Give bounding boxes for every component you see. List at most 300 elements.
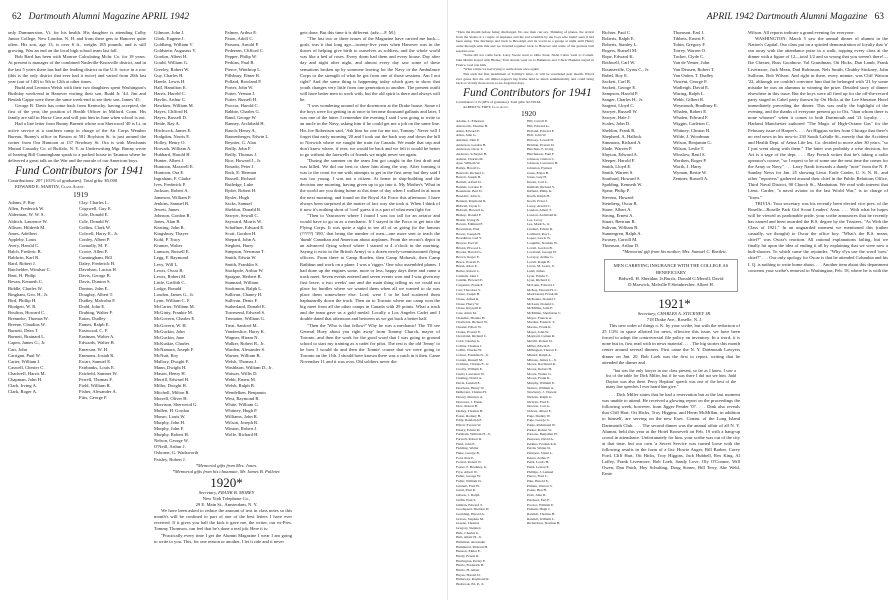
name-entry: Brooks, Harold G. bbox=[456, 250, 482, 255]
name-entry: Sawyer, Sewall C. bbox=[225, 212, 259, 218]
name-entry: Eames, Ralph E. bbox=[79, 322, 110, 328]
left-column-1 bbox=[8, 30, 146, 596]
name-entry: Carr, Theodore S. bbox=[456, 287, 481, 292]
name-entry: Goulding, Harold A. bbox=[456, 511, 485, 516]
name-entry: Vincent, George F. bbox=[673, 78, 708, 84]
name-entry: Hutchinson, Paul F. bbox=[527, 152, 555, 157]
name-entry: Allen, John G. bbox=[456, 133, 477, 138]
name-entry: Chase, Reynold P. bbox=[456, 306, 482, 311]
name-entry: Caswell, Chester C. bbox=[8, 364, 45, 370]
name-entry: Chester, Elliott W. bbox=[456, 324, 482, 329]
name-entry: Sullivan, Chaney H. bbox=[225, 292, 263, 298]
name-entry: Moore, Frank R. bbox=[527, 376, 551, 381]
name-entry: Dow, Robert B. bbox=[456, 404, 478, 409]
name-entry: Hatheway, Raymond R. bbox=[456, 577, 490, 582]
name-entry: Siegbert, Harry bbox=[225, 243, 254, 249]
paragraph: "Then the month before being discharged. No one man can say. Thinking of planes, the arrival from the States of a couple of airplanes and the sad scramble by the boys who hadn't seen it had been using. The discharge and back to Brooklyn and its world as a garage at night until Henry came through with this and we traveled together back to Hanover and some of the greatest bull sessions ever. bbox=[456, 30, 594, 53]
name-entry: Drabing, Walter F. bbox=[79, 309, 113, 315]
name-entry: White, William G. bbox=[225, 401, 259, 407]
right-running-head bbox=[707, 12, 884, 22]
name-entry: Tobin, Gregory F. bbox=[673, 42, 706, 48]
name-entry: Nichols, Ralph G. bbox=[527, 395, 553, 400]
name-entry: Worth, J. Harry bbox=[673, 164, 702, 170]
name-entry: Clarke, Everett E. bbox=[456, 329, 482, 334]
name-entry: Bennett, Raymond R. bbox=[456, 198, 487, 203]
paragraph: "Some did not come back. Larry Swole went to Ohio State, Nicki Carter went to Cornell. Jake Martin stayed with Bisbee; Tom Aurant went on to Baltimore and 'Chick' Hopkins stayed in France. God rest him. bbox=[456, 53, 594, 67]
name-entry: Lee, Mark S., Jr. bbox=[527, 222, 551, 227]
name-entry: Mayer, Francis A. bbox=[527, 315, 553, 320]
name-entry: Clark, Irving A. bbox=[8, 383, 38, 389]
name-entry: Lindner, Edwin R. bbox=[527, 226, 553, 231]
paragraph: gets done. But this time it is different. (adv.—F. M.) bbox=[300, 30, 396, 35]
paragraph: TRIVIA: Your secretary was his recently been elected vice pres. of the Roselle—Roselle Park Girl Scout Leaders' Assn. . . . With what he hopes will be viewed as pardonable pride, your scribe announces that he recently has earned and been awarded the B.S. degree by the Trustees, "As With the Class of 1921." In an unguarded moment we mentioned this (rather casually, we thought) to Oscar the office boy. "What's the B.S. mean, chief?" was Oscar's reaction. All rational explanations failing, but we finally hit upon the idea of ending it all by explaining that we were now a bull-shooter. To which came the rejoinder, "Why d'ya use the word 'now,' chief?" . . . Our only apology for Oscar is that he attended Columbia and his I. Q. is nothing to write home about. . . . Another item about this department concerns your scribe's removal to Washington, Feb. 18, where he is with the bbox=[748, 200, 888, 273]
name-entry: Whalen, Robert E. bbox=[673, 109, 708, 115]
name-entry: Bidwell, Clyde C. bbox=[456, 203, 482, 208]
name-entry: Moore, Raymond R. bbox=[527, 362, 556, 367]
name-entry: Millington, Theron E. bbox=[527, 348, 558, 353]
name-entry: Lovell, Ralph B. bbox=[527, 259, 551, 264]
name-entry: Lucas, M. Grant, Jr. bbox=[527, 264, 555, 269]
name-entry: McKuskie, Charles bbox=[154, 340, 190, 346]
name-entry: Haerle, Lewis H. bbox=[154, 78, 186, 84]
paragraph: This new order of things o. K. by your scribe, but with the reduction of 25 1/2% in space allotted for news, effective this issue, we have been forced to adopt the controversial file policy on inventory. In a word, it is none but in, first read with in news material. . . . The big stories this month center around several dinners. First came the N. Y. Dartmouth Lawyers dinner on Jan. 20. Bob Loeb was the first to report, writing that he attended the dinner and bbox=[602, 323, 740, 365]
name-entry: Kingsbury, Thayer bbox=[154, 231, 189, 237]
name-entry: Bowen, Edmund F. bbox=[456, 222, 483, 227]
name-entry: Dodd, John E. bbox=[79, 303, 106, 309]
name-entry: Keating, John R. bbox=[154, 225, 185, 230]
name-entry: Roberts, Stanley L. bbox=[602, 42, 638, 48]
name-entry: Goldstein, Augustus V. bbox=[154, 48, 197, 54]
name-entry: Conley, Albert P. bbox=[79, 236, 111, 242]
name-entry: Breene, Claudius W. bbox=[8, 322, 46, 328]
name-entry: McMillan, Sherburne C. bbox=[527, 310, 562, 315]
name-entry: Winton, Robert J. bbox=[225, 426, 258, 432]
name-entry: Weymouth, Bradbury E. bbox=[673, 103, 718, 109]
name-entry: Sawyer, Russell W. bbox=[602, 109, 638, 115]
name-entry: Collins, Thomas J. bbox=[456, 343, 483, 348]
name-entry: Brenneke, Thomas W. bbox=[8, 316, 49, 322]
name-entry: Fitts, George F. bbox=[79, 395, 108, 401]
paragraph: Wilson. All reports indicate a grand evening for everyone. bbox=[748, 30, 855, 35]
name-entry: Simpson, Newman T. bbox=[225, 249, 265, 255]
class-year-title: 1920* bbox=[210, 474, 243, 490]
name-entry: Eaton, Dudley bbox=[79, 316, 106, 322]
name-entry: Crosby, William E. bbox=[456, 367, 483, 372]
name-entry: Doughty, Albert T. bbox=[79, 291, 114, 297]
name-entry: Sampson, Harold P. bbox=[602, 90, 639, 96]
name-entry: Van de Venter, John bbox=[673, 60, 710, 66]
name-entry: Fielding, Walter bbox=[456, 446, 479, 451]
name-entry: Bidwell, Howard G. bbox=[456, 208, 485, 213]
name-entry: Lawton, Archibald R. bbox=[527, 212, 558, 217]
name-entry: Fisher, Alexander A. bbox=[79, 389, 117, 395]
name-entry: Koelb, Ernst J. bbox=[527, 198, 548, 203]
name-entry: Hoboey, Lowell H. bbox=[527, 138, 554, 143]
name-entry: Gibson, J. Ralph bbox=[456, 493, 480, 498]
name-entry: Sargent, Lloyd C. bbox=[602, 103, 635, 109]
name-entry: Bruce, Everett E. bbox=[456, 259, 481, 264]
name-entry: Beaumont, Bert D. bbox=[456, 189, 483, 194]
name-entry: Dudley, Malcolm F. bbox=[79, 297, 116, 303]
name-entry: Gilman, Edward T. bbox=[456, 502, 483, 507]
name-entry: McGovern, Charles E. bbox=[154, 316, 196, 322]
names-subcolumn-b bbox=[527, 119, 594, 586]
name-entry: Southard, Howard S. bbox=[602, 176, 641, 182]
class-secretary: Secretary, CHARLES A. STICKNEY JR. bbox=[637, 310, 712, 316]
name-entry: Strong, Ernest A. bbox=[602, 212, 634, 218]
name-entry: McGinty, Frankie M. bbox=[154, 310, 193, 316]
paragraph: "What a time we had trying to settle down once again! bbox=[463, 67, 540, 72]
name-entry: Crathern, Charles F., Jr. bbox=[456, 362, 490, 367]
fund-contributors-text: Contributions: 207 (101% of graduates). Total gifts: $5,000. bbox=[8, 178, 119, 184]
name-entry: Elliott, Everett W. bbox=[456, 423, 482, 428]
name-entry: Winslow, Basil S. bbox=[673, 151, 706, 157]
name-entry: Parker, Robert W. bbox=[527, 427, 552, 432]
name-entry: Russell, Richard bbox=[225, 176, 256, 182]
name-entry: Carter, William J. bbox=[8, 358, 41, 364]
memorial-note: *Memorial gifts from Mrs. Jones. bbox=[195, 462, 258, 468]
name-entry: Emery, Edwin D. bbox=[456, 427, 481, 432]
name-entry: Perkins, Frederick K. bbox=[527, 441, 557, 446]
insurance-box-title: MEN CARRYING INSURANCE WITH THE COLLEGE AS BENEFICIARY bbox=[613, 263, 729, 275]
name-entry: Palmer, Arthur E. bbox=[225, 30, 258, 35]
name-entry: Bird, Phillip H. bbox=[8, 297, 37, 303]
names-subcolumn-a bbox=[602, 30, 669, 249]
paragraph: George B. Davis has come back from Kentucky, having accepted, the first of the year, the position of Health Officer in Milford, Conn. His family are still in Horse Cave and will join him in June when school is out. bbox=[8, 103, 146, 121]
name-entry: Batchelder, Windsor C. bbox=[8, 267, 51, 273]
name-entry: Cunningham, Bill bbox=[79, 255, 112, 261]
name-entry: Dearborn, Henry W. bbox=[456, 385, 485, 390]
name-entry: Morrison, Sherwood G. bbox=[154, 401, 198, 407]
name-entry: Field, William R. bbox=[79, 383, 111, 389]
insurance-box bbox=[604, 259, 738, 291]
fund-contributors-heading: Fund Contributors for 1941 bbox=[463, 87, 592, 100]
name-entry: Fiske, George B. bbox=[456, 451, 480, 456]
name-entry: Osborne, G. Wadsworth bbox=[154, 450, 199, 456]
name-entry: Scott, Gordon H. bbox=[225, 231, 257, 237]
name-entry: Horvath, William A. bbox=[154, 145, 192, 151]
name-entry: Cole, Donald W. bbox=[79, 218, 110, 224]
name-entry: Jewett, James bbox=[154, 206, 180, 212]
name-entry: Wyman, Bertie W. bbox=[673, 170, 707, 176]
name-entry: Lyon, Richard C. bbox=[527, 278, 552, 283]
quoted-paragraph: "but was the only lawyer in our class present, so far as I know. I saw a list of the table for Dick Miller, but if he was there I did not see him. Judd Dayton was also there. Percy Hopkins' speech was one of the best of the many fine speeches I ever heard him give." bbox=[606, 367, 736, 390]
name-entry: Potter, Ben H. bbox=[527, 488, 547, 493]
name-entry: Pitman, Warren S. bbox=[527, 483, 553, 488]
name-entry: Kohl, P. Tracy bbox=[154, 237, 181, 243]
name-entry: Merrill, Robert D. bbox=[527, 338, 553, 343]
name-entry: Lewis, Oscar B. bbox=[154, 267, 184, 273]
name-entry: Greene, Thomas bbox=[456, 521, 480, 526]
name-entry: Harris, Harold C. bbox=[154, 90, 186, 96]
name-entry: Aldrich, Laurence W. bbox=[8, 218, 48, 224]
name-entry: McNutt, Roy bbox=[154, 352, 179, 358]
name-entry: O'Neill, Arthur J. bbox=[154, 444, 186, 450]
paragraph: "During the summer on the team Jim got caught in the first draft and was killed. We did our best to cheer him along the way. After forming it was to the coast for me with attempts to get in the first army but they said I was too young. I was not a citizen. At home in ship-building and the decision one morning, having given up to go into it. My Mother's 'What in the world are you doing home at this time of day when I walked in at noon the next morning, and found on the Royal Air Force this afternoon. I have always been surprised at the matter of fact way she took it. When I think of it now it's nothing short of 'cool' guess it is a part of what men fight for. bbox=[300, 157, 440, 212]
name-entry: Burnett, Dean T. bbox=[8, 328, 39, 334]
name-entry: Anderson, Oscar T. bbox=[456, 147, 484, 152]
name-entry: Paige, Richmond W. bbox=[527, 423, 556, 428]
name-entry: Keeler, Carl C. bbox=[527, 180, 549, 185]
name-entry: Burnett, Brainard L. bbox=[8, 334, 46, 340]
name-entry: Randall, Thomas H. bbox=[527, 511, 556, 516]
name-entry: Peterson, Stuart L. bbox=[527, 451, 554, 456]
name-entry: Pettit, Lewis H. bbox=[527, 460, 549, 465]
name-entry: Richter, Paul C. bbox=[602, 30, 632, 35]
paragraph: "Then the 'Who is that fellow?' Why he was a mechanic! The 'I'll see General Hoey about you right away' from Tommy Church, mayor of Toronto, and then the work for the good word that I was going to ground school to start my training as a cadet for pilot. The rest is the old 'Jenny' to be how I would do and then the 'Jonnie' course that we were going to Toronto on the 11th. I should have known there was a catch in it then. Came November 11 and it was over. Old soldiers never die. bbox=[300, 322, 440, 365]
insurance-names bbox=[609, 276, 733, 288]
name-entry: Butler, Robert C. bbox=[456, 268, 480, 273]
name-entry: Jackson, Robert A. bbox=[154, 188, 189, 194]
name-entry: Tibbets, Ernest F. bbox=[673, 36, 706, 42]
right-page bbox=[448, 0, 896, 600]
name-entry: Torrey, Warren O. bbox=[673, 48, 707, 54]
left-running-head bbox=[12, 12, 189, 22]
name-entry: Cogswell, Guy E. bbox=[79, 206, 112, 212]
name-entry: Wilson, Joseph B. bbox=[225, 420, 259, 425]
name-entry: Roberts, Ralph E. bbox=[602, 36, 635, 42]
name-entry: Van Deusen, Robert T. bbox=[673, 66, 715, 72]
name-entry: Carter, Joseph B. bbox=[456, 292, 480, 297]
name-entry: Ferrell, Thomas F. bbox=[79, 376, 113, 382]
name-entry: Ford, Pete E. bbox=[456, 455, 475, 460]
name-entry: Fairfield, Sumner W. bbox=[79, 370, 118, 376]
name-entry: Shepherd, A. Hallock bbox=[602, 133, 642, 139]
class-secretary: Secretary, FRANK B. MOREY bbox=[198, 489, 255, 495]
name-entry: Newberry, J. Vincent bbox=[527, 390, 557, 395]
name-entry: West, Raymond R. bbox=[225, 395, 260, 401]
name-entry: Ayer, William W. bbox=[456, 161, 481, 166]
name-entry: Rope, Edward K. bbox=[602, 54, 634, 60]
name-entry: Holley, Henry O. bbox=[154, 139, 186, 145]
name-entry: Sayward, Morris W. bbox=[225, 218, 263, 224]
name-entry: Parsons, Arnold P. bbox=[225, 42, 259, 48]
name-entry: Levy, Will L. bbox=[154, 261, 179, 267]
name-entry: Worthen, Roger P. bbox=[673, 157, 707, 163]
name-entry: Paton, Adolf C. bbox=[225, 36, 254, 42]
left-running-title: Dartmouth Alumni Magazine APRIL 1942 bbox=[28, 12, 190, 22]
name-entry: Ryder, Robert H. bbox=[225, 188, 257, 194]
class-agent: ALBERT W. FREY, Class Agent. bbox=[463, 104, 509, 109]
name-entry: Rutledge, Luke bbox=[225, 182, 254, 188]
name-entry: Webb, Ernest M. bbox=[225, 377, 257, 383]
fund-contributors-heading: Fund Contributors for 1941 bbox=[15, 165, 144, 178]
name-entry: Hill, Edward G. bbox=[527, 124, 550, 129]
name-entry: Hitchcock, James E. bbox=[154, 127, 192, 133]
name-entry: Field, John E. bbox=[456, 441, 476, 446]
name-entry: Frye, Albert W. bbox=[456, 469, 478, 474]
name-entry: Stevens, Howard bbox=[602, 194, 634, 200]
name-entry: Hunter, Albert J. bbox=[154, 157, 185, 163]
name-entry: Shepard, John A. bbox=[225, 237, 257, 243]
name-entry: Canham, John J. bbox=[456, 273, 480, 278]
name-entry: Bower, Joseph H. bbox=[456, 231, 481, 236]
name-entry: Hodgdon, Norris E. bbox=[154, 133, 191, 139]
name-entry: Jenkins, Samuel B. bbox=[154, 200, 190, 206]
name-entry: Slayton, Edward A. bbox=[602, 151, 638, 157]
name-entry: Connolly, M. F. bbox=[79, 242, 108, 248]
name-entry: Loughlin, Norman W. bbox=[527, 240, 558, 245]
name-entry: Rounseville, Cyrus C., Jr. bbox=[602, 66, 650, 72]
name-entry: Treat, Sanford M. bbox=[225, 322, 258, 328]
name-entry: Little, Griffith C. bbox=[154, 279, 186, 285]
name-entry: Whitney, Hugh P. bbox=[225, 407, 258, 413]
paragraph: "Practically every time I get the Alumni Magazine I wear I am going to write to you. This, for one reason or another, I let it ride and it never bbox=[154, 532, 292, 544]
name-entry: Moore, Robert H. bbox=[527, 367, 552, 372]
name-entry: McMillan, John E. bbox=[527, 306, 554, 311]
name-entry: Hutchins, F. Irving bbox=[527, 147, 554, 152]
name-entry: Phillips, J. Lemuel bbox=[527, 469, 554, 474]
paragraph: "Then to Vancouver where I found I was too tall for an aviator and would have to go in as a mechanic. If I stayed in the Force to get into the Flying Corps. It was quite a sight to see all of us going (to the famous (?????) '390,' that being the number of men—one more sent to teach the 'dumb' Canadian and American about airplanes. From the recruit's depot in an advanced flying school where I started at 4 o'clock in the morning. Saying it exist in the British Army) to a dozen newly-commissioned flying officers. From there to Camp Borden, then Camp Mohawk, then Camp Rathbun and work on a plane. I was a 'rigger.' One who assembled planes. I had done up the engines some, more or less, happy days there and came a track meet. Seven events entered and seven events won and I was given my first leave, a two weeks' one and the main thing telling us we could not place for hurdles where we wanted them when all we wanted to do was place them somewhere else. Lord, were I to be had scattered them haphazardly down the track. Then on to Toronto where our camp won the big meet from all the other camps in Canada with 29 points. What a track and the team gave us a gold medal. Locally a Los Angeles Cadet and I double dated that afternoon and between us we got back a better half. bbox=[300, 212, 440, 322]
name-entry: Sanger, Charles H., Jr. bbox=[602, 97, 644, 103]
name-entry: Goldberg, William V. bbox=[154, 42, 194, 48]
name-entry: Smith, Franklin S. bbox=[225, 261, 259, 267]
name-entry: Hanson, Elmer E. bbox=[456, 549, 481, 554]
name-entry: Jones, Guy H. bbox=[527, 175, 547, 180]
name-entry: Paisley, Robert J. bbox=[154, 456, 186, 462]
name-entry: Rubel, Roy E. bbox=[602, 72, 629, 78]
name-entry: Merrill, Edward H. bbox=[154, 377, 190, 383]
name-entry: Bailey, Harold G. bbox=[456, 166, 481, 171]
name-entry: Pearsons, David A. bbox=[527, 437, 554, 442]
left-page-number: 62 bbox=[12, 12, 22, 22]
name-entry: Miller, Dwight H. bbox=[154, 383, 187, 389]
name-entry: Steinbrecher, Albert H. bbox=[671, 281, 714, 287]
name-entry: Perkins, Paul B. bbox=[225, 60, 255, 66]
name-entry: Reilly, John F. bbox=[225, 145, 252, 151]
name-entry: Jameson, William P. bbox=[154, 194, 192, 200]
name-entry: Carpenter, Frank E. bbox=[456, 282, 484, 287]
name-entry: Welsh, Thomas J. bbox=[225, 359, 258, 365]
name-entry: Chase, Alfred R. bbox=[456, 296, 480, 301]
name-entry: McLean, Donald C. bbox=[527, 301, 555, 306]
name-entry: Potter, Russell H. bbox=[225, 97, 258, 103]
name-entry: Colson, Franklin N., Jr. bbox=[456, 353, 489, 357]
name-entry: Pillsbury, Elmer R. bbox=[225, 72, 261, 78]
name-entry: Conant, Russell M. bbox=[456, 357, 484, 362]
name-entry: Spear, Philip P. bbox=[602, 188, 630, 194]
name-entry: Proctor, William E. bbox=[527, 502, 555, 507]
contributor-names bbox=[8, 200, 146, 401]
name-entry: McGuckin, John bbox=[154, 328, 185, 334]
name-entry: Tremaine, William G. bbox=[225, 316, 266, 322]
name-entry: Sutherland, Donald E. bbox=[225, 304, 266, 310]
name-entry: Emerson, W. H. bbox=[79, 346, 109, 352]
name-entry: Gregory, Stephen bbox=[456, 525, 481, 530]
name-entry: Nelson, George W. bbox=[154, 438, 189, 444]
name-entry: Chandler, Horatio H. bbox=[456, 315, 486, 320]
name-entry: Roth, E. Herman bbox=[225, 170, 257, 176]
name-entry: Sullivan, Denis F. bbox=[225, 298, 258, 304]
contributor-names bbox=[456, 119, 594, 586]
name-entry: Pierce, Fred C. bbox=[527, 474, 548, 479]
name-entry: Edwards, Walter B. bbox=[79, 340, 115, 346]
name-entry: Havlin, Arthur C. bbox=[154, 97, 187, 103]
name-entry: Giffin, Paul S. bbox=[456, 497, 477, 502]
name-entry: Murphy, William E. bbox=[527, 381, 555, 386]
name-entry: Fuller, William D. bbox=[456, 479, 482, 484]
name-entry: Van Orden, T. Dudley bbox=[673, 72, 714, 78]
name-entry: Boardman, Carl S. bbox=[456, 236, 483, 241]
name-entry: Clark, Roger A. bbox=[8, 389, 38, 395]
name-entry: Clay, Charles L. bbox=[79, 200, 109, 206]
name-entry: Cobb, Charles G. bbox=[456, 338, 481, 343]
name-entry: Farwell, Robert R. bbox=[456, 437, 483, 442]
name-entry: Bartlett, Alfred D. bbox=[456, 180, 482, 185]
class-year-title: 1921* bbox=[658, 295, 691, 311]
name-entry: Mullen, H. Gordon bbox=[154, 407, 190, 413]
name-entry: Stuart, Bertram B. bbox=[602, 218, 636, 224]
name-entry: Amsden, John P. bbox=[456, 138, 480, 143]
name-entry: Guy, Charles H. bbox=[154, 72, 184, 78]
name-entry: Minard, Ralph A. bbox=[527, 353, 552, 357]
name-entry: Sunnergren, Ralph A. bbox=[602, 231, 642, 237]
name-entry: Hamilton, Alexander bbox=[456, 539, 486, 544]
name-entry: Curtis, Lawrence W. bbox=[456, 371, 485, 376]
name-entry: Anderson, Gordon H. bbox=[456, 142, 487, 147]
name-entry: Hardy, Ernest R. bbox=[456, 553, 480, 558]
name-entry: Cole, Donald E. bbox=[79, 212, 109, 218]
name-entry: Lodge, Ronald bbox=[154, 285, 182, 291]
name-entry: Collins, Clark W. bbox=[79, 224, 111, 230]
name-entry: Webb, Gilbert R. bbox=[673, 97, 705, 103]
name-entry: Colwell, Harry E., Jr. bbox=[79, 230, 119, 236]
name-entry: Welsh, Ralph B. bbox=[225, 383, 255, 389]
name-entry: Sleeper, Harold F. bbox=[602, 157, 636, 163]
name-entry: Lopez, Lewis W. bbox=[527, 236, 551, 241]
name-entry: Pettit, Leston E. bbox=[527, 465, 550, 470]
name-entry: Denton, John E. bbox=[79, 285, 109, 291]
name-entry: Bevan, Kenneth C. bbox=[8, 279, 43, 285]
right-column-3 bbox=[748, 30, 888, 596]
name-entry: Minous, James L., Jr. bbox=[527, 357, 557, 362]
name-entry: Blodgett, W. R. bbox=[8, 303, 37, 309]
name-entry: Bowerman, Paul bbox=[456, 226, 480, 231]
name-entry: Davidson, Lucius H. bbox=[79, 267, 118, 273]
name-entry: Merrill, David D. bbox=[628, 275, 724, 287]
name-entry: Pierce, Winthrop L. bbox=[225, 66, 262, 72]
name-entry: Harrington, Perley E. bbox=[456, 558, 486, 563]
name-entry: Maynard, Lyman R. bbox=[527, 334, 556, 339]
name-entry: Dudley, Thomas B. bbox=[456, 409, 484, 414]
name-entry: Hayes, Clifford H. bbox=[154, 109, 189, 115]
name-entry: Farnham, William H., Jr. bbox=[456, 432, 491, 437]
name-entry: Bent, H. Philip bbox=[8, 273, 36, 279]
name-entry: Bingham, Geo. H., Jr. bbox=[8, 291, 49, 297]
names-subcolumn-b bbox=[225, 30, 292, 463]
paragraph: . . . Dick Miller states that he had a reservation but at the last moment was unable to attend. He received a glowing report on the proceedings the following week, however, from Jigger Pender '07. . . . Dink also reveals that Cliff Hart, Ott Hicks, Troy Higgins, and Herm McMillan, in addition to himself, are serving on the new Exec. Comm. of the Long Island Dartmouth Club. . . . The second dinner was the annual affair of all N. Y. Alumni, held this year at the Hotel Roosevelt on Feb. 19 with a bang-up crowd in attendance. Unfortunately for him, your scribe was out of the city at that time, but our own 'a Secret Service was turned loose with the following results in the form of a list: Howie Auger, Bill Barber, Corey Ford, Cliff Hart, Ott Hicks, Troy Higgins, Jack Hubbell, Rex King, Al Laffey, Frank Livermore, Bob Loeb, Sandy Love, Oly O'Connor, Will Owen, Dan Patch, Hoy Schulting, Doug Stoner, Bill Terry, Abe Weld, Ernie bbox=[602, 392, 740, 477]
name-entry: Marcus, Frank R. bbox=[527, 324, 552, 329]
name-entry: Greeley, Robert W. bbox=[154, 66, 190, 72]
name-entry: MacDonald, Frank M. bbox=[527, 292, 559, 297]
name-entry: Rysler, Hugh bbox=[225, 194, 250, 200]
name-entry: Jones, Alan B. bbox=[154, 218, 181, 224]
name-entry: Koelb, Ralph H. bbox=[527, 194, 550, 199]
left-column-2 bbox=[154, 30, 292, 596]
name-entry: Hall, Hamilton E. bbox=[154, 84, 187, 90]
name-entry: Gordon, Albert H. bbox=[154, 54, 188, 60]
memorial-note: *Memorial gifts from his classmate, Mr. James B. Palleter. bbox=[172, 468, 281, 474]
name-entry: Brewer, Earl W. bbox=[456, 240, 479, 245]
name-entry: Moore, Walter G. bbox=[527, 371, 552, 376]
paragraph: Had a line letter from Bunny Burnett whose son Sherwood '40 is Lt. in active service at a southern camp in charge of the Air Corps Weather Bureau. Bunny's office in Boston at 581 Boylston St. is just around the corner from Ora Huntoon at 137 Newbury St. Ora is with Merchants Mutual Casualty Co. of Buffalo, N. Y. as Underwriting Mgr. Bunny wrote of hearing Bill Cunningham speak to a packed house in Taunton where he delivered a great talk on the War and the morale of our American boys. bbox=[8, 121, 146, 163]
name-entry: Hasbrook, Ed. P., Jr. bbox=[456, 581, 485, 586]
name-entry: Peters, Arthur F. bbox=[527, 455, 550, 460]
names-subcolumn-b bbox=[673, 30, 740, 249]
name-entry: Munro, Louis W. bbox=[154, 413, 186, 419]
name-entry: Reilly, Thomas J. bbox=[225, 151, 258, 157]
name-entry: McGovern, W. H. bbox=[154, 322, 187, 328]
